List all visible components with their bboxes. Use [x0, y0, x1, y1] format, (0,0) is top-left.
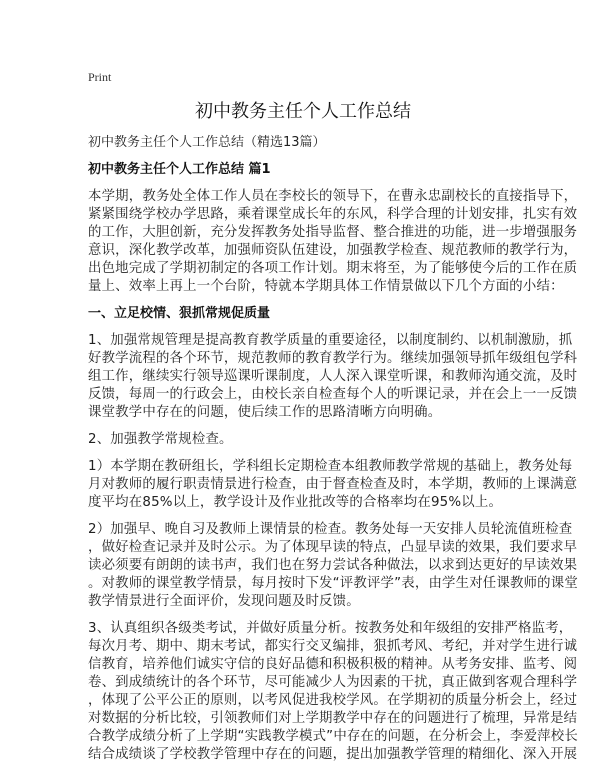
paragraph-line: 度平均在85%以上，教学设计及作业批改等的合格率均在95%以上。 [88, 495, 503, 510]
paragraph [88, 620, 578, 764]
paragraph-line: 信教育，培养他们诚实守信的良好品德和积极积极的精神。从考务安排、监考、阅 [88, 657, 578, 672]
paragraph-line: 本学期，教务处全体工作人员在李校长的领导下，在曹永忠副校长的直接指导下， [88, 189, 578, 204]
paragraph-line: 3、认真组织各级类考试，并做好质量分析。按教务处和年级组的安排严格监考， [88, 621, 573, 636]
paragraph-line: 2）加强早、晚自习及教师上课情景的检查。教务处每一天安排人员轮流值班检查 [88, 522, 573, 537]
paragraph-line: 紧紧围绕学校办学思路，乘着课堂成长年的东风，科学合理的计划安排，扎实有效 [88, 207, 578, 222]
paragraph-line: 合教学成绩分析了上学期“实践教学模式”中存在的问题，在分析会上，李爱萍校长 [88, 729, 578, 744]
paragraph-line: 1、加强常规管理是提高教育教学质量的重要途径，以制度制约、以机制激励，抓 [88, 333, 573, 348]
paragraph-line: 反馈，每周一的行政会上，由校长亲自检查每个人的听课记录，并在会上一一反馈 [88, 387, 578, 402]
document-subtitle: 初中教务主任个人工作总结（精选13篇） [88, 135, 326, 150]
paragraph-line: ，做好检查记录并及时公示。为了体现早读的特点，凸显早读的效果，我们要求早 [88, 540, 578, 555]
paragraph [88, 332, 578, 422]
section-heading: 一、立足校情、狠抓常规促质量 [88, 306, 271, 321]
paragraph [88, 458, 578, 512]
paragraph-line: 出色地完成了学期初制定的各项工作计划。期末将至，为了能够使今后的工作在质 [88, 261, 578, 276]
paragraph-line: 课堂教学中存在的问题，使后续工作的思路清晰方向明确。 [88, 405, 442, 420]
paragraph-line: 组工作，继续实行领导巡课听课制度，人人深入课堂听课，和教师沟通交流，及时 [88, 369, 578, 384]
page-title: 初中教务主任个人工作总结 [195, 101, 411, 122]
paragraph-line: 的工作，大胆创新，充分发挥教务处指导监督、整合推进的功能，进一步增强服务 [88, 225, 578, 240]
document-body [88, 188, 578, 764]
paragraph-line: 量上、效率上再上一个台阶，特就本学期具体工作情景做以下几个方面的小结： [88, 279, 564, 294]
paragraph [88, 521, 578, 611]
paragraph-line: ，体现了公平公正的原则，以考风促进我校学风。在学期初的质量分析会上，经过 [88, 693, 578, 708]
print-link[interactable]: Print [88, 70, 112, 84]
paragraph-line: 教学情景进行全面评价，发现问题及时反馈。 [88, 594, 360, 609]
paragraph [88, 188, 578, 296]
paragraph-line: 卷、到成绩统计的各个环节，尽可能减少人为因素的干扰，真正做到客观合理科学 [88, 675, 578, 690]
paragraph-line: 意识，深化教学改革，加强师资队伍建设，加强教学检查、规范教师的教学行为， [88, 243, 578, 258]
paragraph-line: 1）本学期在教研组长，学科组长定期检查本组教师教学常规的基础上，教务处每 [88, 459, 573, 474]
paragraph [88, 431, 518, 449]
section-title: 初中教务主任个人工作总结 篇1 [88, 162, 271, 177]
document-page [88, 68, 578, 764]
paragraph-line: 月对教师的履行职责情景进行检查，由于督查检查及时，本学期，教师的上课满意 [88, 477, 578, 492]
paragraph-line: 每次月考、期中、期末考试，都实行交叉编排，狠抓考风、考纪，并对学生进行诚 [88, 639, 578, 654]
paragraph-line: 好教学流程的各个环节，规范教师的教育教学行为。继续加强领导抓年级组包学科 [88, 351, 578, 366]
paragraph-line: 读必须要有朗朗的读书声，我们也在努力尝试各种做法，以求到达更好的早读效果 [88, 558, 578, 573]
paragraph-line: 2、加强教学常规检查。 [88, 432, 233, 447]
paragraph-line: 。对教师的课堂教学情景，每月按时下发“评教评学”表，由学生对任课教师的课堂 [88, 576, 578, 591]
paragraph-line: 结合成绩谈了学校教学管理中存在的问题，提出加强教学管理的精细化、深入开展 [88, 747, 578, 762]
paragraph-line: 对数据的分析比较，引领教师们对上学期教学中存在的问题进行了梳理，异常是结 [88, 711, 578, 726]
